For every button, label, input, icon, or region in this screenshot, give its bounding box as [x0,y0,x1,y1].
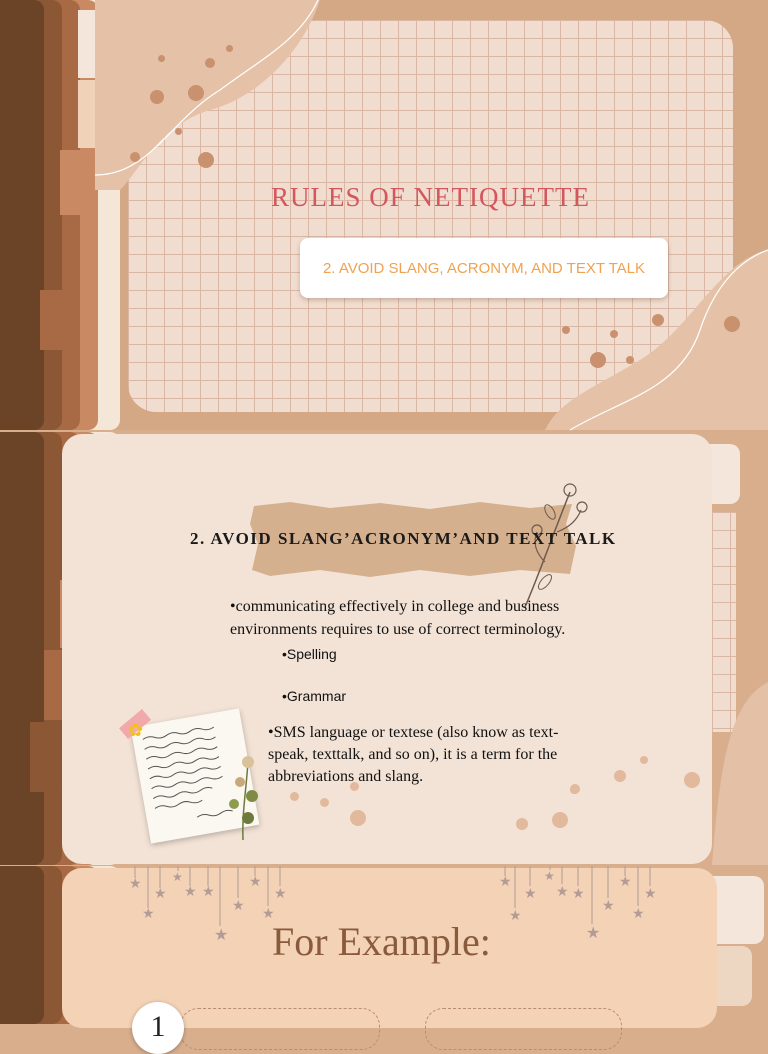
svg-text:★: ★ [154,887,167,902]
svg-text:★: ★ [274,887,287,902]
svg-text:★: ★ [499,875,512,890]
svg-text:★: ★ [619,875,632,890]
right-tab-1 [712,876,764,944]
svg-text:★: ★ [556,885,569,900]
dot [205,58,215,68]
bullet-grammar: •Grammar [282,688,347,704]
dot [290,792,299,801]
dot [562,326,570,334]
svg-text:★: ★ [644,887,657,902]
dot [590,352,606,368]
dried-flower-icon [218,752,268,842]
svg-text:★: ★ [184,885,197,900]
svg-text:★: ★ [142,907,155,922]
svg-text:★: ★ [232,899,245,914]
subtitle-text: 2. AVOID SLANG, ACRONYM, AND TEXT TALK [322,259,646,277]
svg-text:★: ★ [202,885,215,900]
dot [684,772,700,788]
dot [130,152,140,162]
slide-1 [0,0,768,430]
svg-text:★: ★ [632,907,645,922]
svg-text:★: ★ [509,909,522,924]
dot [188,85,204,101]
decorative-blob [0,432,768,865]
binder-tab-dark [0,866,44,1024]
svg-text:★: ★ [602,899,615,914]
dot [226,45,233,52]
right-tab-2 [712,946,752,1006]
dot [516,818,528,830]
slide-2 [0,432,768,865]
dot [158,55,165,62]
svg-text:★: ★ [586,925,601,942]
svg-text:★: ★ [544,869,555,883]
dot [652,314,664,326]
subtitle-box [300,238,668,298]
svg-text:★: ★ [129,877,142,892]
example-title: For Example: [272,919,491,964]
example-card-2 [425,1008,622,1050]
slide-title: RULES OF NETIQUETTE [271,182,590,212]
svg-text:★: ★ [249,875,262,890]
intro-text: •communicating effectively in college and business environments requires to use of correct terminology. [230,598,566,638]
dot [198,152,214,168]
section-heading: 2. AVOID SLANG’ACRONYM’AND TEXT TALK [190,529,617,548]
dot [552,812,568,828]
svg-text:★: ★ [214,927,229,944]
dot [614,770,626,782]
dot [724,316,740,332]
sunflower-icon: ✿ [128,720,144,740]
example-card-1 [180,1008,380,1050]
svg-text:★: ★ [172,870,183,884]
dot [350,810,366,826]
sms-text: •SMS language or textese (also know as text-speak, texttalk, and so on), it is a term for the abbreviations and slang. [268,724,559,785]
dot [150,90,164,104]
example-number-badge: 1 [132,1002,184,1054]
dot [320,798,329,807]
decorative-blobs [0,0,768,430]
svg-text:★: ★ [262,907,275,922]
svg-text:★: ★ [572,887,585,902]
dot [626,356,634,364]
svg-text:★: ★ [524,887,537,902]
bullet-spelling: •Spelling [282,646,337,662]
dot [175,128,182,135]
dot [640,756,648,764]
dot [610,330,618,338]
